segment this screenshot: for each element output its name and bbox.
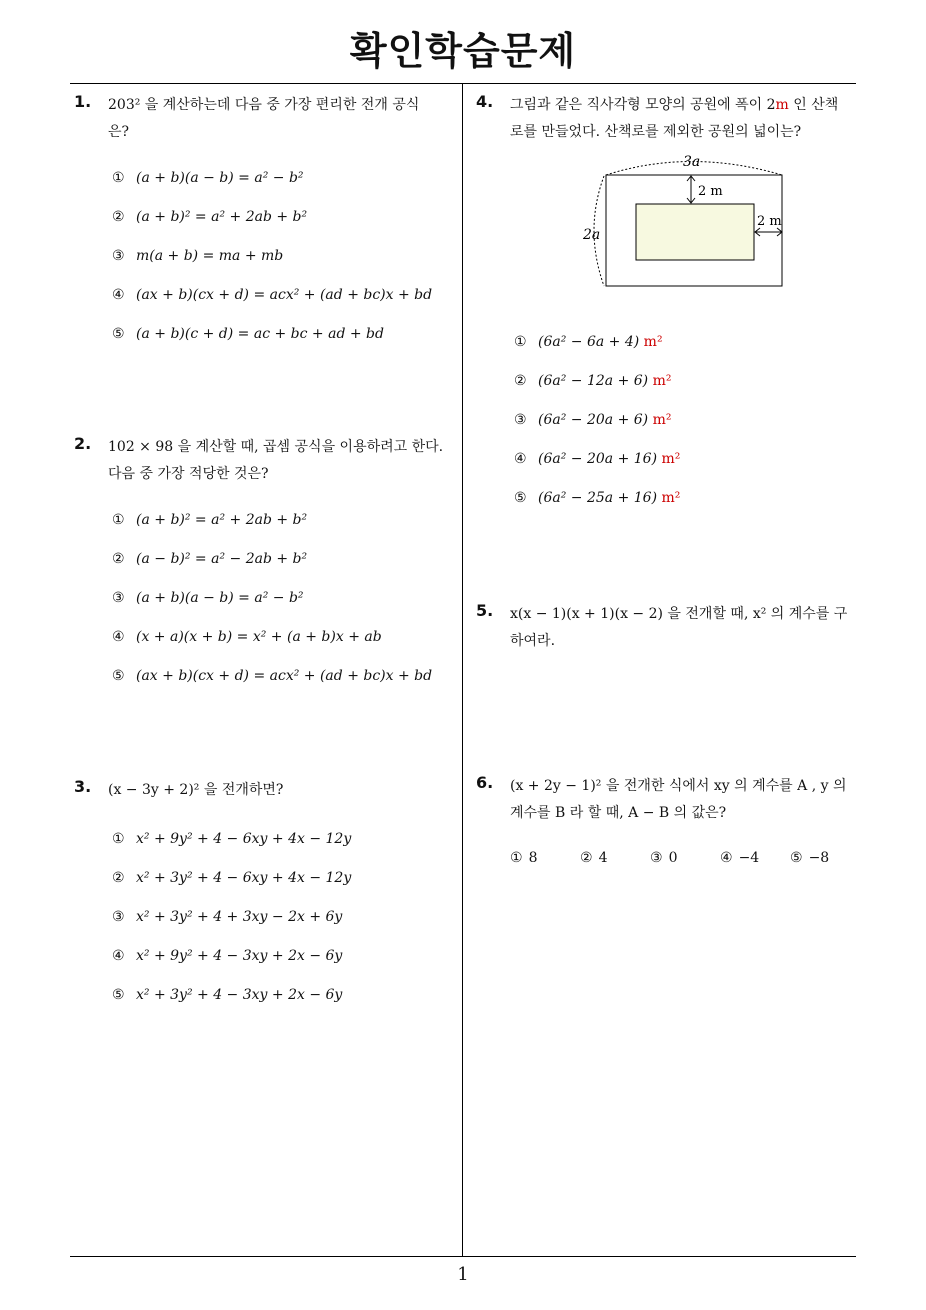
choice-4[interactable]: [514, 451, 680, 490]
bottom-rule: [70, 1256, 856, 1257]
unit-label: m²: [661, 490, 681, 506]
choice-2[interactable]: [112, 870, 351, 909]
question-number: 4.: [476, 92, 494, 111]
choice-1[interactable]: [510, 850, 580, 866]
choice-text: x² + 3y² + 4 − 3xy + 2x − 6y: [136, 987, 343, 1003]
choice-text: −8: [808, 850, 830, 866]
choice-text: (ax + b)(cx + d) = acx² + (ad + bc)x + bd: [136, 287, 433, 303]
choice-number: ⑤: [112, 668, 125, 684]
unit-label: m: [775, 97, 789, 113]
choice-number: ⑤: [514, 490, 527, 506]
choice-number: ①: [112, 512, 125, 528]
choice-text: (a + b)(a − b) = a² − b²: [136, 170, 304, 186]
unit-label: m²: [652, 373, 672, 389]
choice-list: [112, 831, 351, 1026]
choice-2[interactable]: [112, 209, 432, 248]
choice-text: (a + b)² = a² + 2ab + b²: [136, 209, 308, 225]
park-inner-rect: [636, 204, 754, 260]
choice-number: ③: [650, 850, 663, 866]
question-text: [108, 777, 283, 804]
choice-text: x² + 9y² + 4 − 3xy + 2x − 6y: [136, 948, 343, 964]
choice-number: ④: [112, 287, 125, 303]
question-text: [510, 601, 847, 655]
choice-2[interactable]: [112, 551, 432, 590]
question-text: [510, 92, 838, 146]
choice-number: ③: [112, 909, 125, 925]
choice-text: (a + b)(c + d) = ac + bc + ad + bd: [136, 326, 384, 342]
choice-number: ②: [580, 850, 593, 866]
choice-text: 4: [598, 850, 608, 866]
question-number: 2.: [74, 434, 92, 453]
choice-4[interactable]: [112, 629, 432, 668]
page-number: 1: [457, 1264, 469, 1285]
question-text-part: 그림과 같은 직사각형 모양의 공원에 폭이 2: [510, 97, 776, 113]
choice-number: ①: [112, 170, 125, 186]
question-text-line: 203² 을 계산하는데 다음 중 가장 편리한 전개 공식: [108, 97, 420, 113]
choice-3[interactable]: [112, 909, 351, 948]
question-text-line: 은?: [108, 124, 130, 140]
choice-text: x² + 9y² + 4 − 6xy + 4x − 12y: [136, 831, 352, 847]
left-length-label: 2a: [583, 227, 601, 243]
choice-4[interactable]: [720, 850, 790, 866]
question-text-line: 계수를 B 라 할 때, A − B 의 값은?: [510, 805, 727, 821]
choice-number: ④: [720, 850, 733, 866]
choice-text: (6a² − 12a + 6): [538, 373, 649, 389]
choice-1[interactable]: [112, 512, 432, 551]
question-text-line: 하여라.: [510, 633, 556, 649]
question-text: [108, 92, 419, 146]
column-divider: [462, 83, 463, 1256]
choice-1[interactable]: [112, 170, 432, 209]
choice-number: ④: [112, 629, 125, 645]
question-number: 6.: [476, 773, 494, 792]
choice-text: −4: [738, 850, 760, 866]
question-number: 3.: [74, 777, 92, 796]
choice-number: ③: [112, 248, 125, 264]
choice-text: (6a² − 25a + 16): [538, 490, 658, 506]
choice-number: ②: [514, 373, 527, 389]
choice-number: ②: [112, 551, 125, 567]
choice-text: (6a² − 20a + 6): [538, 412, 649, 428]
choice-3[interactable]: [112, 590, 432, 629]
choice-text: 0: [668, 850, 678, 866]
choice-3[interactable]: [514, 412, 680, 451]
choice-text: (a + b)(a − b) = a² − b²: [136, 590, 304, 606]
question-text-line: 102 × 98 을 계산할 때, 곱셈 공식을 이용하려고 한다.: [108, 439, 444, 455]
choice-list: [112, 512, 432, 707]
choice-number: ③: [112, 590, 125, 606]
choice-5[interactable]: [112, 668, 432, 707]
choice-number: ①: [510, 850, 523, 866]
choice-1[interactable]: [112, 831, 351, 870]
top-rule: [70, 83, 856, 84]
right-gap-label: 2 m: [757, 214, 782, 229]
question-text-line: x(x − 1)(x + 1)(x − 2) 을 전개할 때, x² 의 계수를 구: [510, 606, 848, 622]
top-length-label: 3a: [683, 154, 701, 170]
choice-2[interactable]: [514, 373, 680, 412]
question-text-line: 로를 만들었다. 산책로를 제외한 공원의 넓이는?: [510, 124, 802, 140]
choice-text: x² + 3y² + 4 − 6xy + 4x − 12y: [136, 870, 352, 886]
choice-number: ④: [112, 948, 125, 964]
choice-list: [112, 170, 432, 365]
unit-label: m²: [643, 334, 663, 350]
question-text-line: (x − 3y + 2)² 을 전개하면?: [108, 782, 284, 798]
choice-number: ③: [514, 412, 527, 428]
choice-number: ①: [514, 334, 527, 350]
choice-1[interactable]: [514, 334, 680, 373]
choice-text: (x + a)(x + b) = x² + (a + b)x + ab: [136, 629, 382, 645]
question-text: [510, 773, 846, 827]
choice-4[interactable]: [112, 948, 351, 987]
question-text-line: [510, 92, 838, 119]
choice-text: 8: [528, 850, 538, 866]
question-number: 1.: [74, 92, 92, 111]
page-title: 확인학습문제: [349, 29, 577, 73]
question-text-line: (x + 2y − 1)² 을 전개한 식에서 xy 의 계수를 A , y 의: [510, 778, 847, 794]
choice-text: (6a² − 20a + 16): [538, 451, 658, 467]
choice-4[interactable]: [112, 287, 432, 326]
choice-text: x² + 3y² + 4 + 3xy − 2x + 6y: [136, 909, 343, 925]
park-diagram: [580, 150, 800, 295]
choice-number: ②: [112, 870, 125, 886]
choice-5[interactable]: [112, 987, 351, 1026]
question-text: [108, 434, 443, 488]
choice-2[interactable]: [580, 850, 650, 866]
choice-text: (a − b)² = a² − 2ab + b²: [136, 551, 308, 567]
question-number: 5.: [476, 601, 494, 620]
choice-text: (a + b)² = a² + 2ab + b²: [136, 512, 308, 528]
choice-list: [510, 850, 860, 866]
choice-number: ①: [112, 831, 125, 847]
choice-number: ④: [514, 451, 527, 467]
choice-number: ⑤: [112, 987, 125, 1003]
choice-5[interactable]: [790, 850, 860, 866]
choice-5[interactable]: [514, 490, 680, 529]
choice-number: ⑤: [790, 850, 803, 866]
choice-number: ⑤: [112, 326, 125, 342]
choice-3[interactable]: [112, 248, 432, 287]
choice-text: (ax + b)(cx + d) = acx² + (ad + bc)x + bd: [136, 668, 433, 684]
unit-label: m²: [652, 412, 672, 428]
question-text-line: 다음 중 가장 적당한 것은?: [108, 466, 269, 482]
question-text-part: 인 산책: [788, 97, 839, 113]
choice-text: m(a + b) = ma + mb: [136, 248, 284, 264]
choice-3[interactable]: [650, 850, 720, 866]
choice-5[interactable]: [112, 326, 432, 365]
choice-text: (6a² − 6a + 4): [538, 334, 640, 350]
choice-list: [514, 334, 680, 529]
choice-number: ②: [112, 209, 125, 225]
unit-label: m²: [661, 451, 681, 467]
top-gap-label: 2 m: [698, 184, 723, 199]
